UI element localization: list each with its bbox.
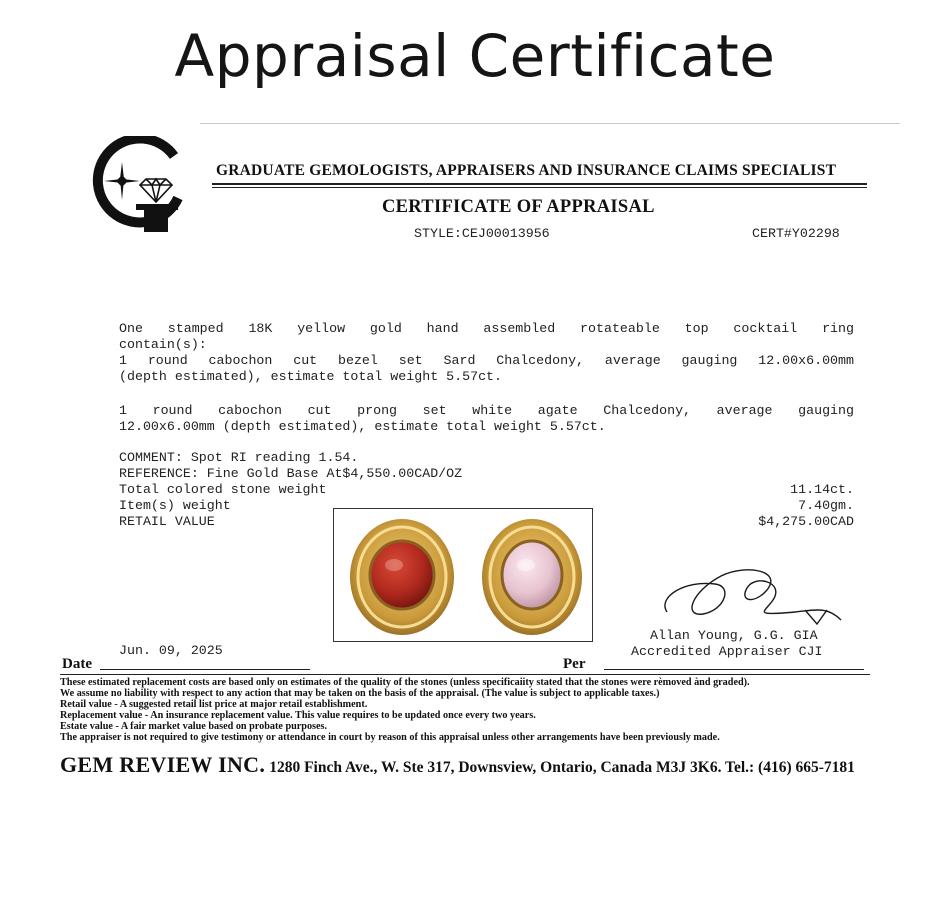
ring-photo: [333, 508, 593, 642]
date-label: Date: [62, 656, 92, 672]
description-line: (depth estimated), estimate total weight 5.57ct.: [119, 369, 503, 384]
value-label: Total colored stone weight: [119, 482, 327, 497]
company-address: 1280 Finch Ave., W. Ste 317, Downsview, Ontario, Canada M3J 3K6. Tel.: (416) 665-7181: [269, 759, 855, 776]
value-row: [119, 482, 854, 498]
appraiser-name: Allan Young, G.G. GIA: [650, 628, 818, 643]
description-line: 1 round cabochon cut bezel set Sard Chalcedony, average gauging 12.00x6.00mm: [119, 353, 854, 368]
per-underline: [604, 669, 864, 670]
ring-photo-image: [334, 509, 593, 642]
value-amount: 11.14ct.: [790, 482, 854, 497]
value-label: Item(s) weight: [119, 498, 231, 513]
per-label: Per: [563, 656, 586, 672]
cert-number: CERT#Y02298: [752, 226, 840, 241]
appraiser-signature: [655, 562, 855, 632]
disclaimer-line: We assume no liability with respect to any action that may be taken on the basis of the appraisal. (The value is subject to applicable taxes.): [60, 688, 660, 699]
company-footer: [60, 752, 855, 778]
reference-line: REFERENCE: Fine Gold Base At$4,550.00CAD/OZ: [119, 466, 463, 481]
disclaimer: [60, 677, 890, 743]
date-underline: [100, 669, 310, 670]
gem-logo: [92, 136, 184, 236]
value-amount: $4,275.00CAD: [758, 514, 854, 529]
appraiser-title: Accredited Appraiser CJI: [631, 644, 823, 659]
comment-line: COMMENT: Spot RI reading 1.54.: [119, 450, 359, 465]
divider: [212, 187, 867, 188]
divider: [212, 183, 867, 185]
org-name: GRADUATE GEMOLOGISTS, APPRAISERS AND INSURANCE CLAIMS SPECIALIST: [216, 162, 837, 179]
disclaimer-line: These estimated replacement costs are based only on estimates of the quality of the stones (unless specificaiity stated that the stones were rèmoved ànd graded).: [60, 677, 750, 688]
divider: [60, 674, 870, 675]
disclaimer-line: Retail value - A suggested retail list price at major retail establishment.: [60, 699, 368, 710]
description-line: 12.00x6.00mm (depth estimated), estimate total weight 5.57ct.: [119, 419, 606, 434]
disclaimer-line: Estate value - A fair market value based on probate purposes.: [60, 721, 328, 732]
company-name: GEM REVIEW INC.: [60, 752, 266, 777]
appraisal-date: Jun. 09, 2025: [119, 643, 223, 658]
disclaimer-line: Replacement value - An insurance replacement value. This value requires to be updated once every two years.: [60, 710, 536, 721]
description-line: One stamped 18K yellow gold hand assembled rotateable top cocktail ring: [119, 321, 854, 336]
description-line: 1 round cabochon cut prong set white agate Chalcedony, average gauging: [119, 403, 854, 418]
comment-block: [119, 450, 462, 482]
item-description: [119, 321, 854, 385]
style-number: STYLE:CEJ00013956: [414, 226, 550, 241]
disclaimer-line: The appraiser is not required to give testimony or attendance in court by reason of this appraisal unless other arrangements have been previously made.: [60, 732, 720, 743]
value-label: RETAIL VALUE: [119, 514, 215, 529]
stone-description: [119, 403, 854, 435]
value-amount: 7.40gm.: [798, 498, 854, 513]
description-line: contain(s):: [119, 337, 207, 352]
divider: [200, 123, 900, 124]
certificate-title: CERTIFICATE OF APPRAISAL: [382, 197, 655, 217]
page-title: Appraisal Certificate: [174, 22, 776, 90]
